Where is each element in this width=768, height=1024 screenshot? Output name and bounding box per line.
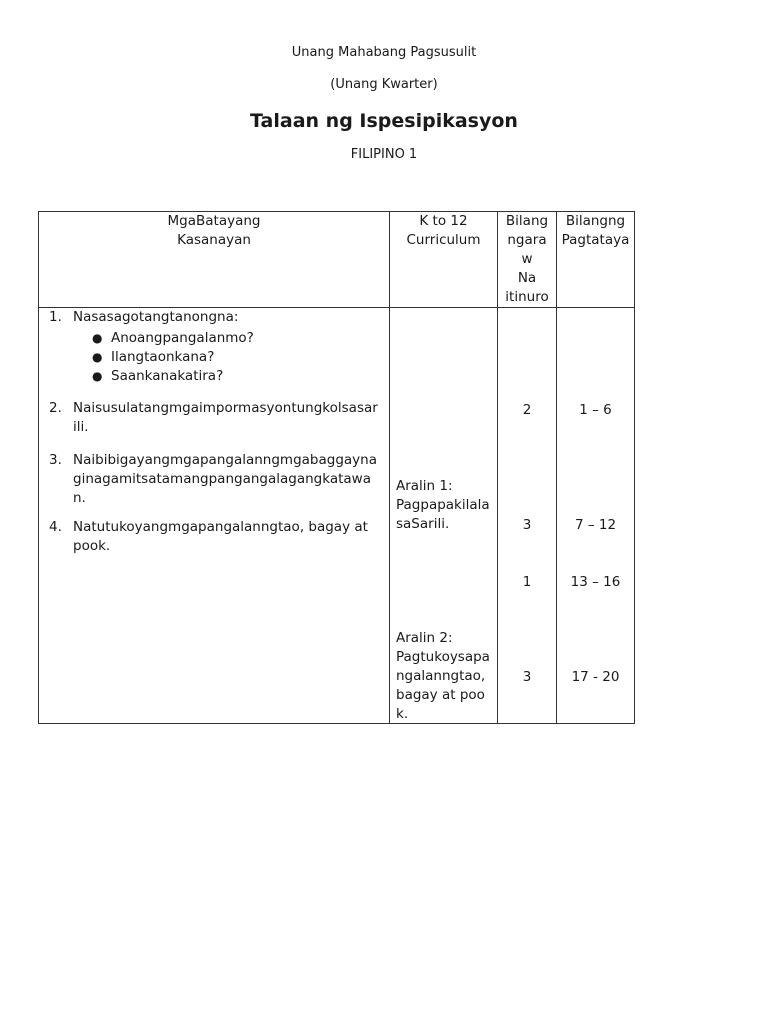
exam-name: Unang Mahabang Pagsusulit [291, 45, 477, 60]
curriculum-cell [390, 308, 498, 724]
aralin-2: Aralin 2: Pagtukoysapangalanngtao, bagay at pook. [396, 630, 490, 722]
items-value: 17 - 20 [571, 669, 620, 685]
bullet-icon: ● [92, 331, 103, 345]
days-cell [498, 308, 557, 724]
table-body-row [39, 308, 635, 724]
quarter-label: (Unang Kwarter) [330, 77, 438, 92]
items-value: 7 – 12 [574, 517, 617, 533]
items-cell [557, 308, 635, 724]
competencies-cell [39, 308, 390, 724]
page-title: Talaan ng Ispesipikasyon [250, 110, 518, 132]
bullet-icon: ● [92, 369, 103, 383]
days-value: 3 [522, 669, 532, 685]
list-item: 4. Natutukoyangmgapangalanngtao, bagay at pook. [49, 519, 368, 554]
aralin-1: Aralin 1: PagpapakilalasaSarili. [396, 478, 490, 532]
list-item: 1. Nasasagotangtanongna: ● Anoangpangalanmo? ● Ilangtaonkana? ● Saankanakatira? [49, 308, 379, 386]
list-item: ● Ilangtaonkana? [92, 349, 215, 365]
list-item: ● Anoangpangalanmo? [92, 330, 254, 346]
bullet-icon: ● [92, 350, 103, 364]
bullet-list [49, 329, 379, 386]
specification-table [38, 211, 635, 724]
list-item: ● Saankanakatira? [92, 368, 224, 384]
days-value: 1 [522, 574, 532, 590]
items-value: 13 – 16 [570, 574, 621, 590]
list-item: 3. Naibibigayangmgapangalanngmgabaggaynaginagamitsatamangpangangalagangkatawan. [49, 452, 377, 506]
header-days: Bilangngaraw Na itinuro [498, 212, 557, 308]
header-competencies: MgaBatayang Kasanayan [39, 212, 390, 308]
header-items: Bilangng Pagtataya [557, 212, 635, 308]
days-value: 2 [522, 402, 532, 418]
subject-label: FILIPINO 1 [350, 147, 418, 162]
days-value: 3 [522, 517, 532, 533]
items-value: 1 – 6 [579, 402, 612, 418]
list-item: 2. Naisusulatangmgaimpormasyontungkolsasarili. [49, 400, 378, 435]
table-header-row [39, 212, 635, 308]
header-curriculum: K to 12 Curriculum [390, 212, 498, 308]
